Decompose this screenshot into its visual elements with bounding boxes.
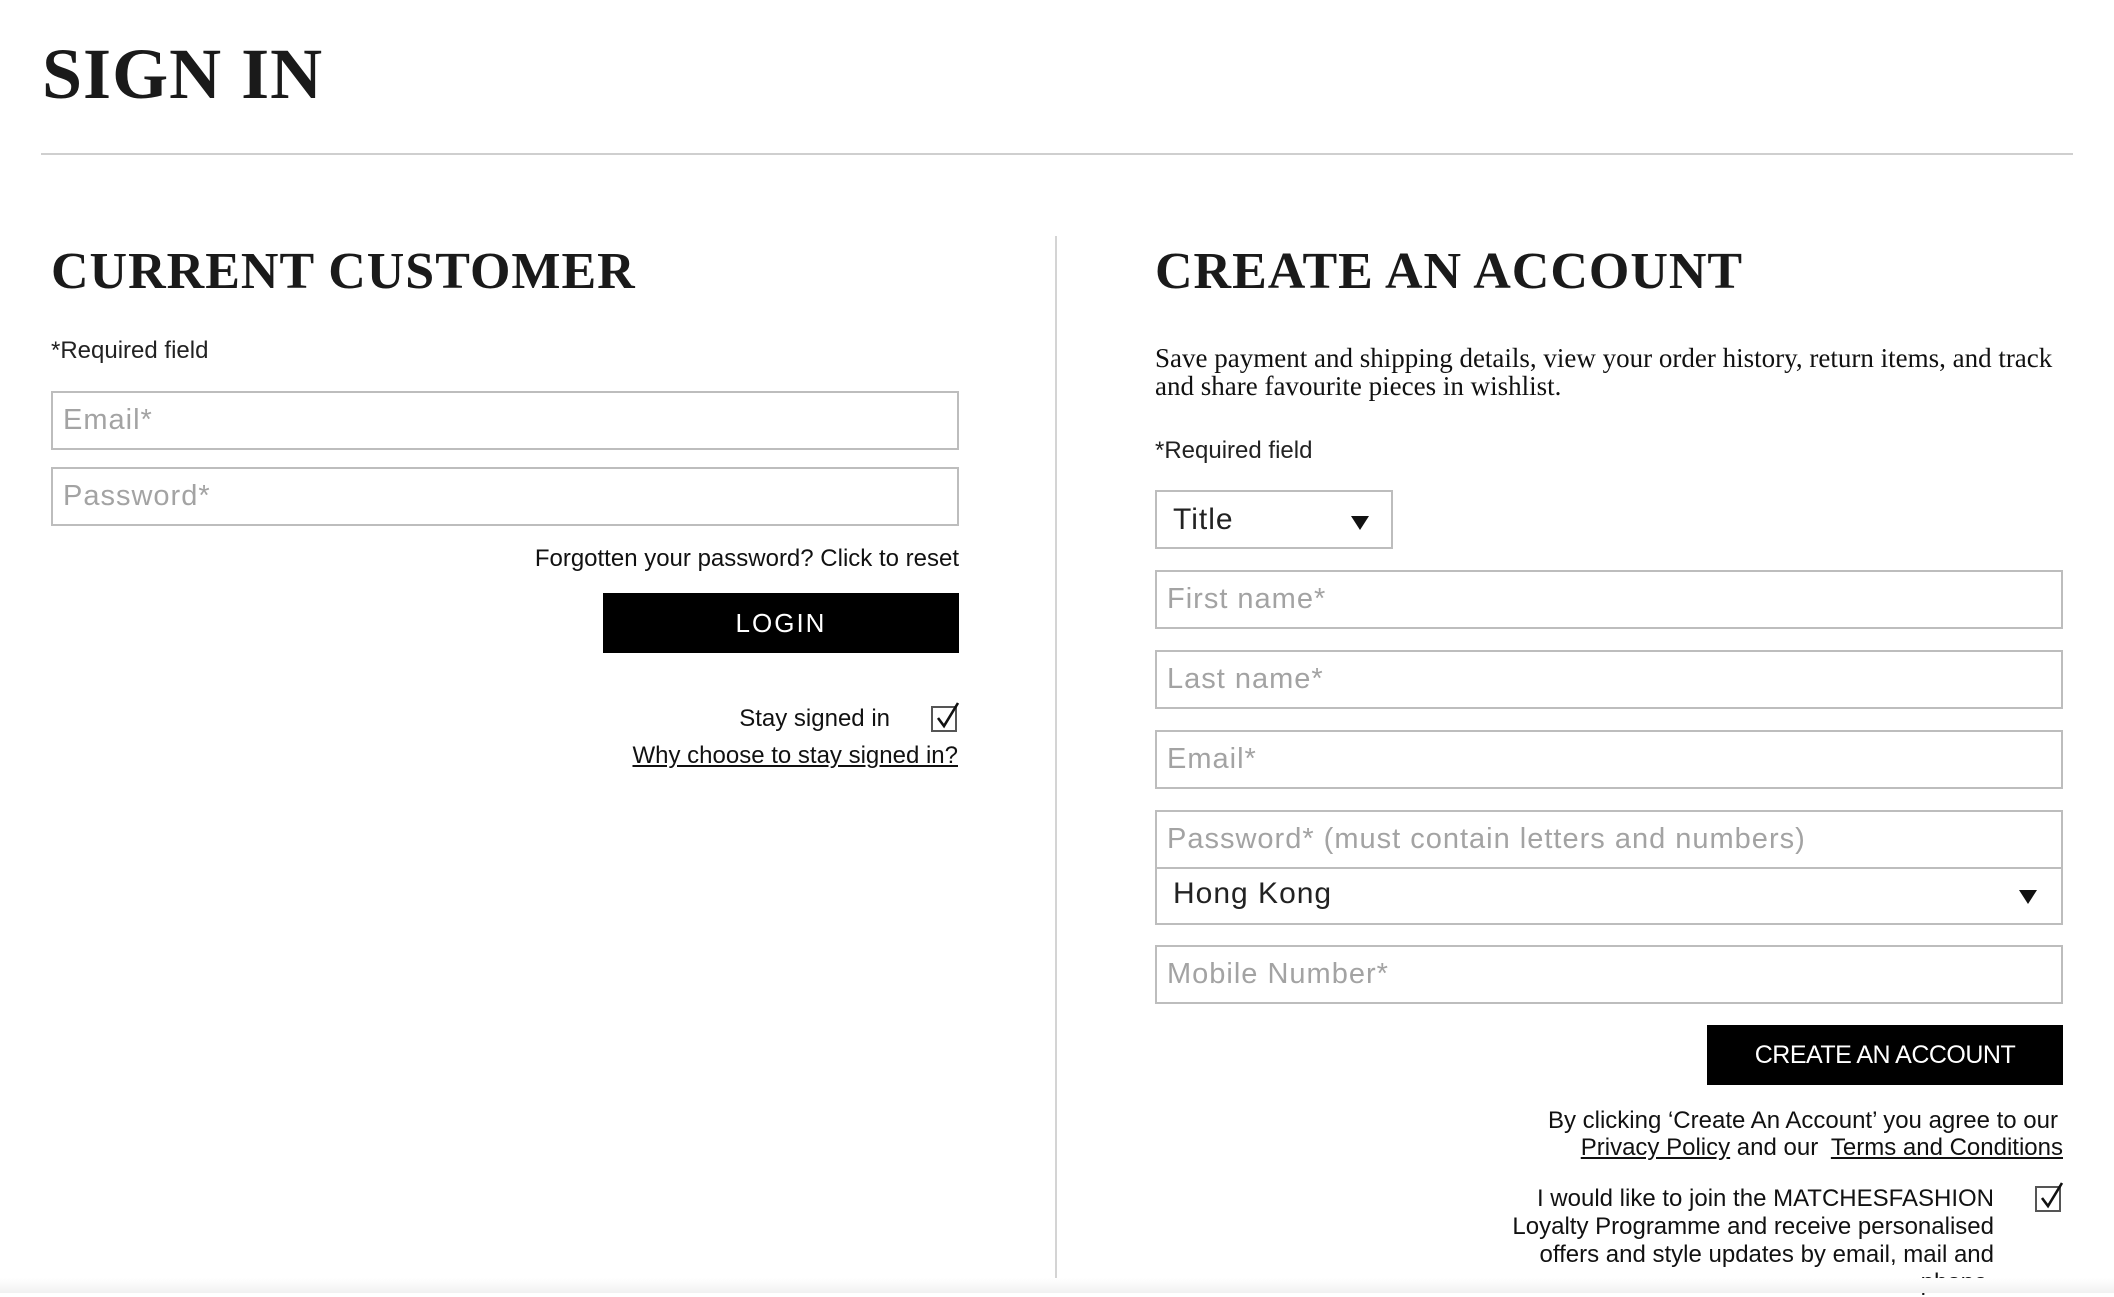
create-account-description: Save payment and shipping details, view your order history, return items, and track and share favourite pieces in wishlist.	[1155, 343, 2053, 401]
create-account-button[interactable]: CREATE AN ACCOUNT	[1707, 1025, 2063, 1085]
create-account-heading: CREATE AN ACCOUNT	[1155, 243, 1744, 300]
stay-signed-in-label: Stay signed in	[739, 705, 890, 732]
loyalty-programme-checkbox[interactable]	[2035, 1186, 2061, 1212]
privacy-policy-link[interactable]: Privacy Policy	[1580, 1134, 1731, 1161]
register-email-input[interactable]	[1155, 730, 2063, 789]
register-password-input[interactable]	[1155, 810, 2063, 869]
login-button[interactable]: LOGIN	[603, 593, 959, 653]
last-name-input[interactable]	[1155, 650, 2063, 709]
terms-prefix-text: By clicking ‘Create An Account’ you agree to our	[1547, 1107, 2058, 1134]
terms-line	[1581, 1134, 2063, 1162]
current-customer-heading: CURRENT CUSTOMER	[51, 243, 636, 300]
country-select[interactable]	[1155, 869, 2063, 925]
login-email-input[interactable]	[51, 391, 959, 450]
caret-down-icon	[1351, 516, 1369, 530]
loyalty-programme-text: I would like to join the MATCHESFASHION Loyalty Programme and receive personalised offers and style updates by email, mail and	[1512, 1185, 1994, 1268]
page-title: SIGN IN	[42, 34, 324, 114]
forgot-password-link[interactable]: Forgotten your password? Click to reset	[534, 545, 959, 572]
caret-down-icon	[2019, 890, 2037, 904]
required-field-note: *Required field	[51, 337, 209, 364]
login-password-input[interactable]	[51, 467, 959, 526]
title-divider	[41, 153, 2073, 155]
why-stay-signed-in-link[interactable]: Why choose to stay signed in?	[632, 742, 958, 769]
stay-signed-in-checkbox[interactable]	[931, 706, 957, 732]
first-name-input[interactable]	[1155, 570, 2063, 629]
checkmark-icon	[2038, 1181, 2064, 1211]
checkmark-icon	[934, 701, 960, 731]
terms-joiner-text: and our	[1736, 1134, 1819, 1161]
terms-conditions-link[interactable]: Terms and Conditions	[1830, 1134, 2063, 1161]
column-divider	[1055, 236, 1057, 1293]
title-select[interactable]	[1155, 490, 1393, 549]
scroll-edge-shadow	[0, 1278, 2114, 1293]
title-select-value: Title	[1173, 502, 1234, 536]
country-select-value: Hong Kong	[1173, 877, 1333, 910]
mobile-number-input[interactable]	[1155, 945, 2063, 1004]
create-required-field-note: *Required field	[1155, 437, 1313, 464]
